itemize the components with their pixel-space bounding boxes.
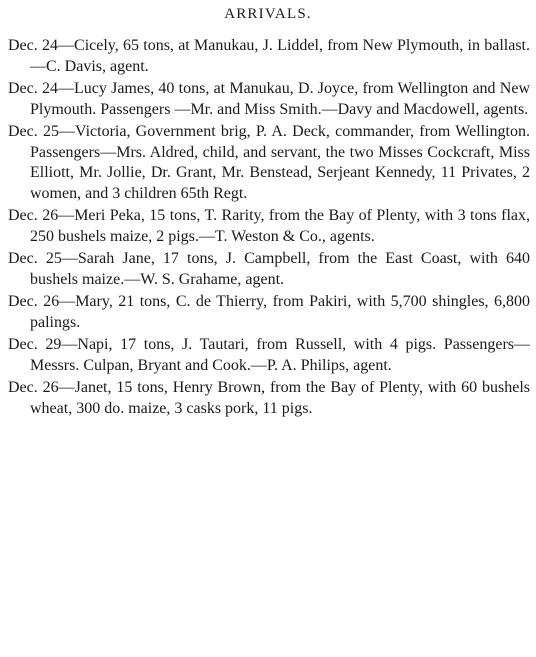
arrival-entry: Dec. 26—Meri Peka, 15 tons, T. Rarity, from the Bay of Plenty, with 3 tons flax, 250 bushels maize, 2 pigs.—T. Weston & Co., agents. bbox=[8, 207, 530, 245]
arrival-entry: Dec. 25—Victoria, Government brig, P. A. Deck, commander, from Wellington. Passengers—Mrs. Aldred, child, and servant, the two Misses Cockcraft, Miss Elliott, Mr. Jollie, Dr. Grant, Mr. Benstead, Serjeant Kennedy, 11 Privates, 2 women, and 3 children 65th Regt. bbox=[8, 123, 530, 202]
section-heading: ARRIVALS. bbox=[224, 6, 312, 22]
arrival-entry: Dec. 29—Napi, 17 tons, J. Tautari, from Russell, with 4 pigs. Passengers—Messrs. Culpan, Bryant and Cook.—P. A. Philips, agent. bbox=[8, 336, 530, 374]
arrival-entry: Dec. 26—Janet, 15 tons, Henry Brown, from the Bay of Plenty, with 60 bushels wheat, 300 do. maize, 3 casks pork, 11 pigs. bbox=[8, 379, 530, 417]
arrival-entry: Dec. 26—Mary, 21 tons, C. de Thierry, from Pakiri, with 5,700 shingles, 6,800 palings. bbox=[8, 293, 530, 331]
arrival-entry: Dec. 25—Sarah Jane, 17 tons, J. Campbell, from the East Coast, with 640 bushels maize.—W. S. Grahame, agent. bbox=[8, 250, 530, 288]
arrivals-list bbox=[8, 36, 530, 419]
arrival-entry: Dec. 24—Cicely, 65 tons, at Manukau, J. Liddel, from New Plymouth, in ballast.—C. Davis, agent. bbox=[8, 37, 530, 75]
arrival-entry: Dec. 24—Lucy James, 40 tons, at Manukau, D. Joyce, from Wellington and New Plymouth. Passengers —Mr. and Miss Smith.—Davy and Macdowell, agents. bbox=[8, 80, 530, 118]
